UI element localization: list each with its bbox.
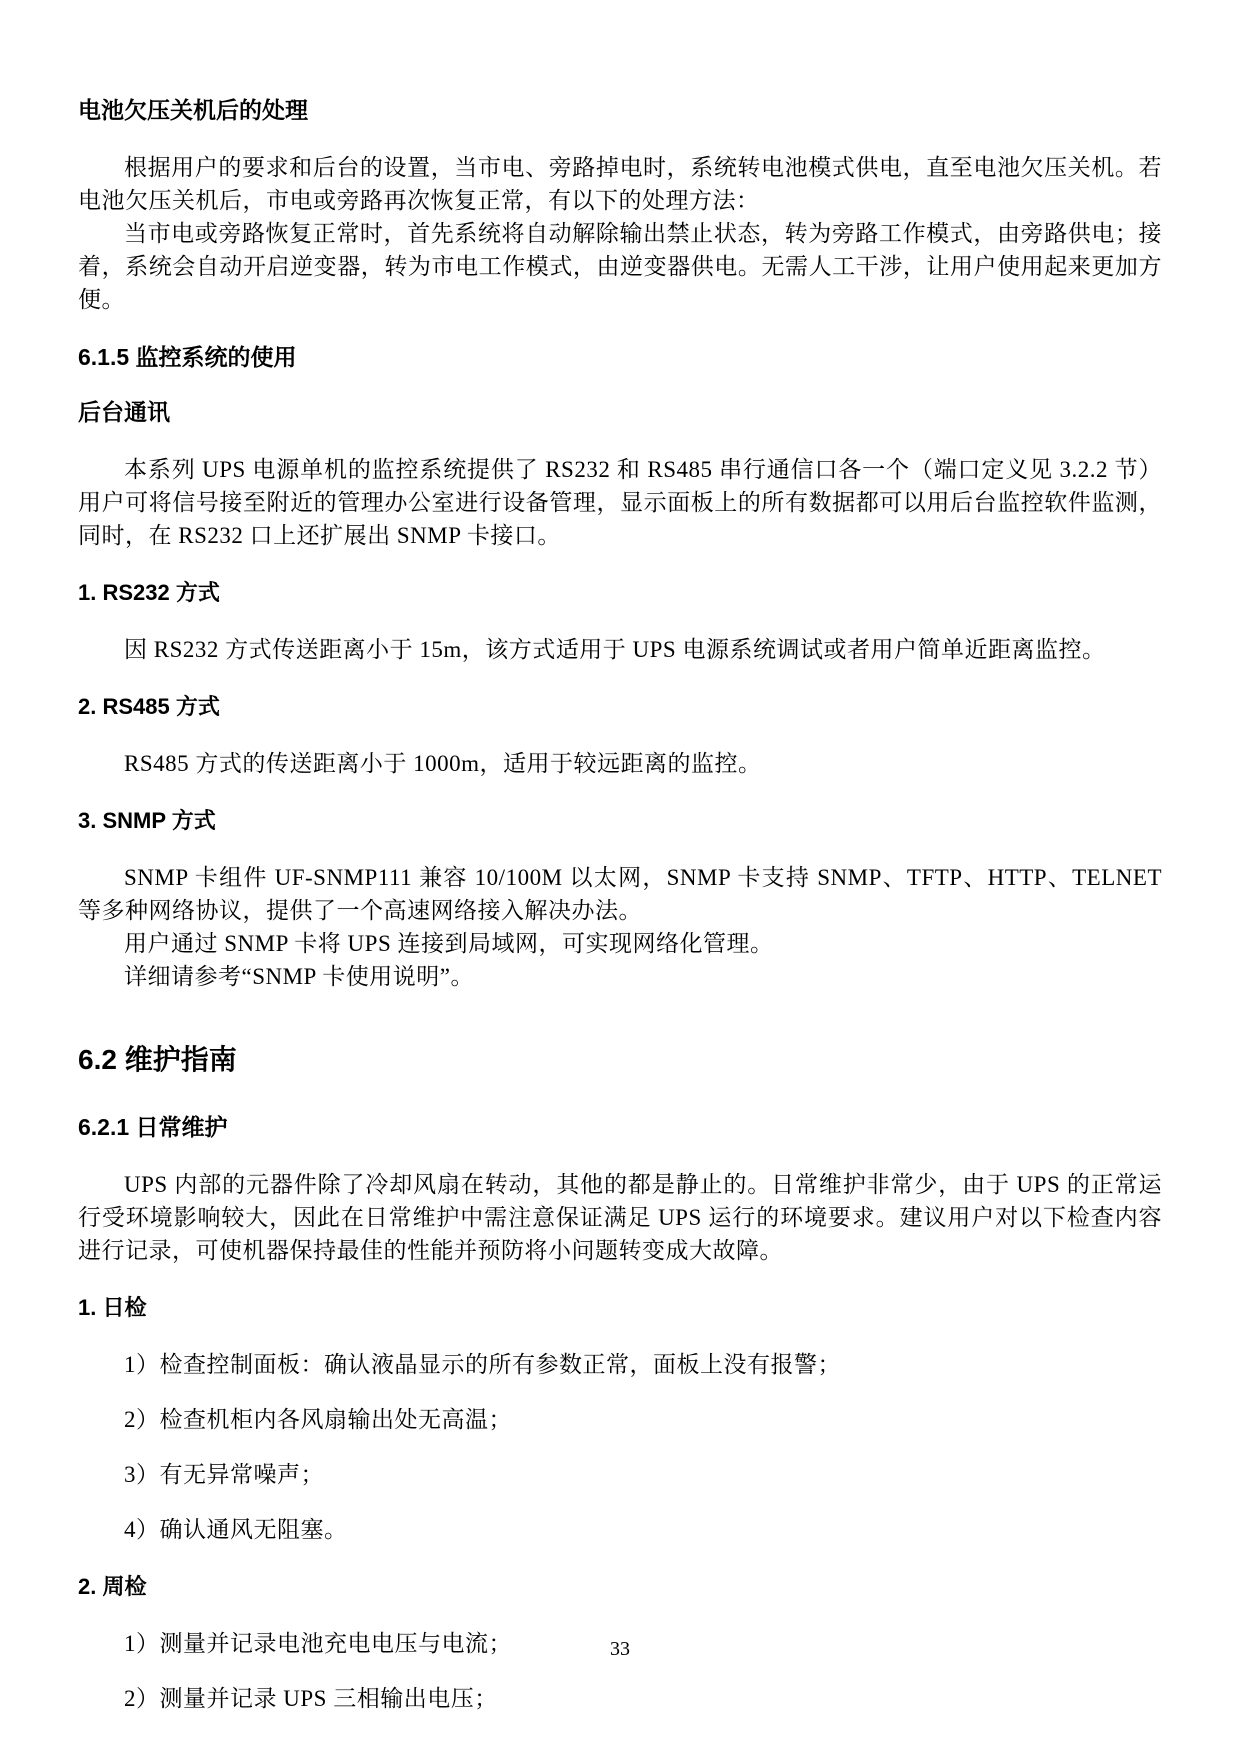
- paragraph: 根据用户的要求和后台的设置，当市电、旁路掉电时，系统转电池模式供电，直至电池欠压关机。若电池欠压关机后，市电或旁路再次恢复正常，有以下的处理方法：: [78, 155, 1162, 213]
- list-item: 1）检查控制面板：确认液晶显示的所有参数正常，面板上没有报警；: [124, 1352, 841, 1377]
- heading-6-1-5-monitoring-system: 6.1.5 监控系统的使用: [78, 344, 297, 370]
- paragraph: 用户通过 SNMP 卡将 UPS 连接到局域网，可实现网络化管理。: [124, 931, 774, 956]
- paragraph: 因 RS232 方式传送距离小于 15m，该方式适用于 UPS 电源系统调试或者用户简单近距离监控。: [124, 637, 1106, 662]
- paragraph: SNMP 卡组件 UF-SNMP111 兼容 10/100M 以太网，SNMP 卡支持 SNMP、TFTP、HTTP、TELNET 等多种网络协议，提供了一个高速网络接入解决办法。: [78, 865, 1162, 923]
- list-item: 2）测量并记录 UPS 三相输出电压；: [124, 1686, 498, 1711]
- heading-rs232-mode: 1. RS232 方式: [78, 580, 220, 605]
- paragraph: RS485 方式的传送距离小于 1000m，适用于较远距离的监控。: [124, 751, 762, 776]
- heading-daily-check: 1. 日检: [78, 1295, 147, 1320]
- list-item: 3）有无异常噪声；: [124, 1462, 324, 1487]
- paragraph: 本系列 UPS 电源单机的监控系统提供了 RS232 和 RS485 串行通信口各一个（端口定义见 3.2.2 节）用户可将信号接至附近的管理办公室进行设备管理，显示面板上的所有数据都可以用后台监控软件监测，同时，在 RS232 口上还扩展出 SNMP 卡接口。: [78, 457, 1162, 548]
- heading-rs485-mode: 2. RS485 方式: [78, 694, 220, 719]
- list-item: 4）确认通风无阻塞。: [124, 1517, 348, 1542]
- heading-6-2-1-daily-maintenance: 6.2.1 日常维护: [78, 1114, 228, 1140]
- heading-weekly-check: 2. 周检: [78, 1574, 147, 1599]
- paragraph: UPS 内部的元器件除了冷却风扇在转动，其他的都是静止的。日常维护非常少，由于 UPS 的正常运行受环境影响较大，因此在日常维护中需注意保证满足 UPS 运行的环境要求。建议用户对以下检查内容进行记录，可使机器保持最佳的性能并预防将小问题转变成大故障。: [78, 1172, 1162, 1263]
- heading-backstage-communication: 后台通讯: [78, 399, 170, 425]
- list-item: 1）测量并记录电池充电电压与电流；: [124, 1631, 512, 1656]
- heading-snmp-mode: 3. SNMP 方式: [78, 808, 216, 833]
- list-item: 2）检查机柜内各风扇输出处无高温；: [124, 1407, 512, 1432]
- paragraph: 当市电或旁路恢复正常时，首先系统将自动解除输出禁止状态，转为旁路工作模式，由旁路供电；接着，系统会自动开启逆变器，转为市电工作模式，由逆变器供电。无需人工干涉，让用户使用起来更加方便。: [78, 221, 1162, 312]
- paragraph: 详细请参考“SNMP 卡使用说明”。: [124, 964, 474, 989]
- page-number: 33: [610, 1638, 630, 1660]
- heading-battery-undervoltage-shutdown: 电池欠压关机后的处理: [78, 97, 308, 123]
- heading-6-2-maintenance-guide: 6.2 维护指南: [78, 1044, 237, 1075]
